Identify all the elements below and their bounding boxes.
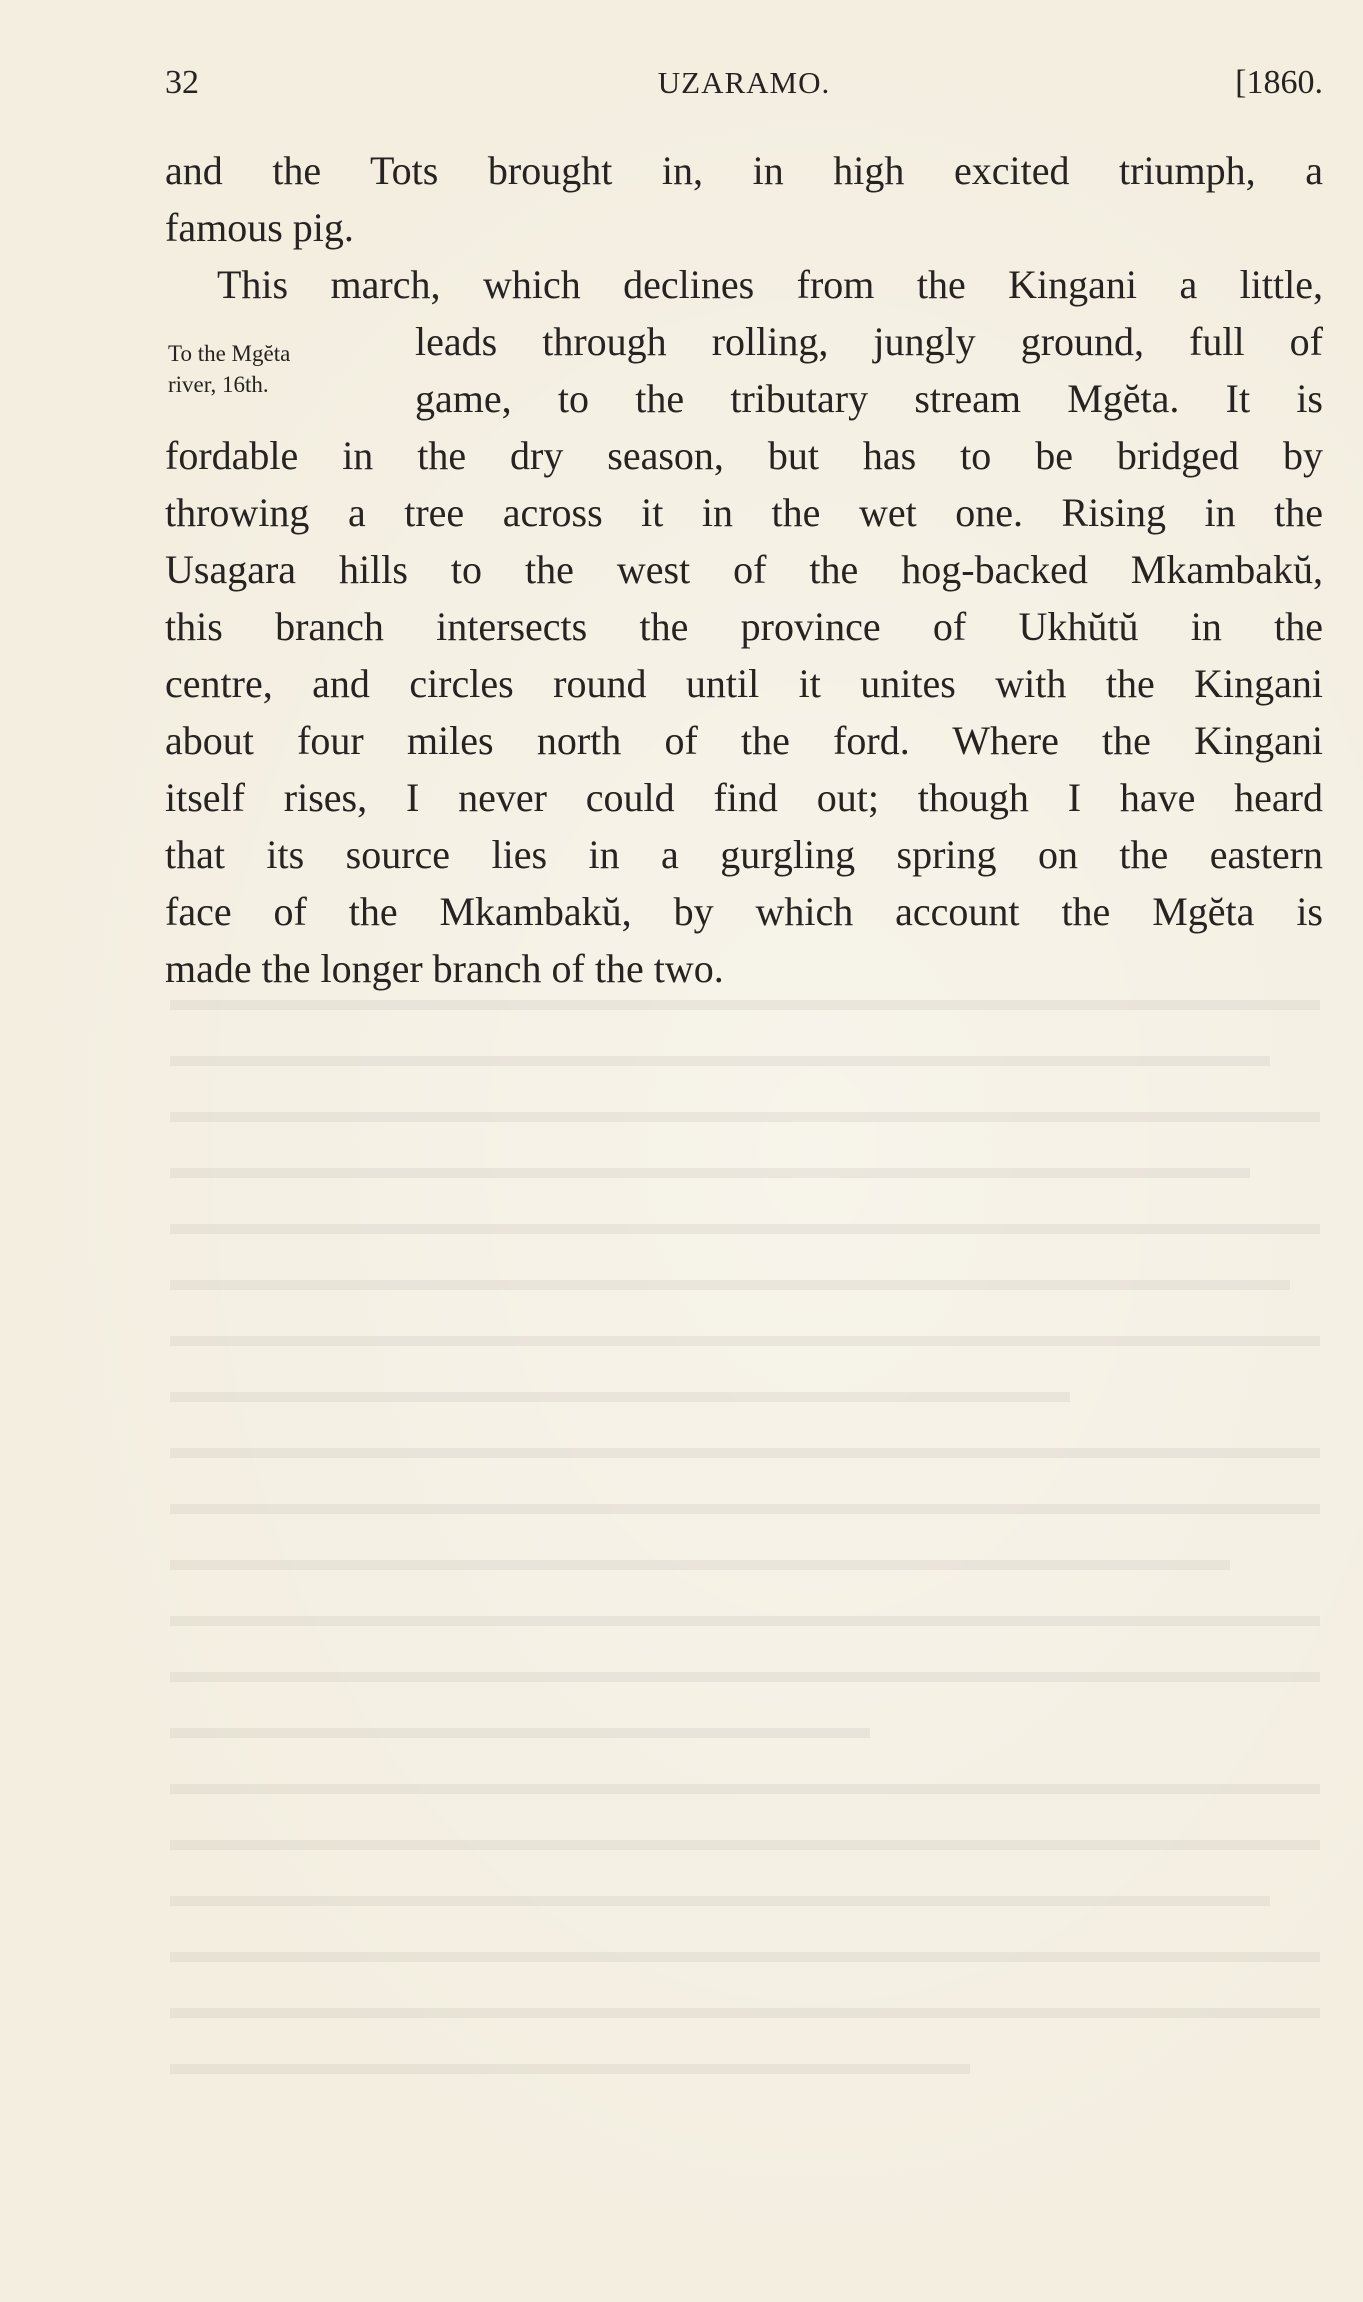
- text-line: and the Tots brought in, in high excited triumph, a: [165, 148, 1323, 193]
- text-line: made the longer branch of the two.: [165, 946, 724, 991]
- text-line: famous pig.: [165, 205, 354, 250]
- text-line: itself rises, I never could find out; though I have heard: [165, 775, 1323, 820]
- text-line: that its source lies in a gurgling spring on the eastern: [165, 832, 1323, 877]
- show-through-texture: [170, 1000, 1320, 2150]
- text-line: leads through rolling, jungly ground, full of: [415, 319, 1323, 364]
- text-line: this branch intersects the province of Ukhŭtŭ in the: [165, 604, 1323, 649]
- running-title: UZARAMO.: [657, 65, 831, 100]
- text-line: Usagara hills to the west of the hog-backed Mkambakŭ,: [165, 547, 1323, 592]
- page-header: [165, 58, 1323, 108]
- text-line: This march, which declines from the Kingani a little,: [217, 262, 1323, 307]
- margin-note-line-2: river, 16th.: [168, 372, 269, 397]
- year-marker: [1860.: [1235, 64, 1323, 101]
- text-line: game, to the tributary stream Mgĕta. It is: [415, 376, 1323, 421]
- margin-note-line-1: To the Mgĕta: [168, 341, 291, 366]
- text-line: centre, and circles round until it unites with the Kingani: [165, 661, 1323, 706]
- text-line: face of the Mkambakŭ, by which account the Mgĕta is: [165, 889, 1323, 934]
- page-number: 32: [165, 64, 199, 101]
- text-line: about four miles north of the ford. Where the Kingani: [165, 718, 1323, 763]
- text-line: fordable in the dry season, but has to be bridged by: [165, 433, 1323, 478]
- text-line: throwing a tree across it in the wet one. Rising in the: [165, 490, 1323, 535]
- body-text: [165, 142, 1323, 997]
